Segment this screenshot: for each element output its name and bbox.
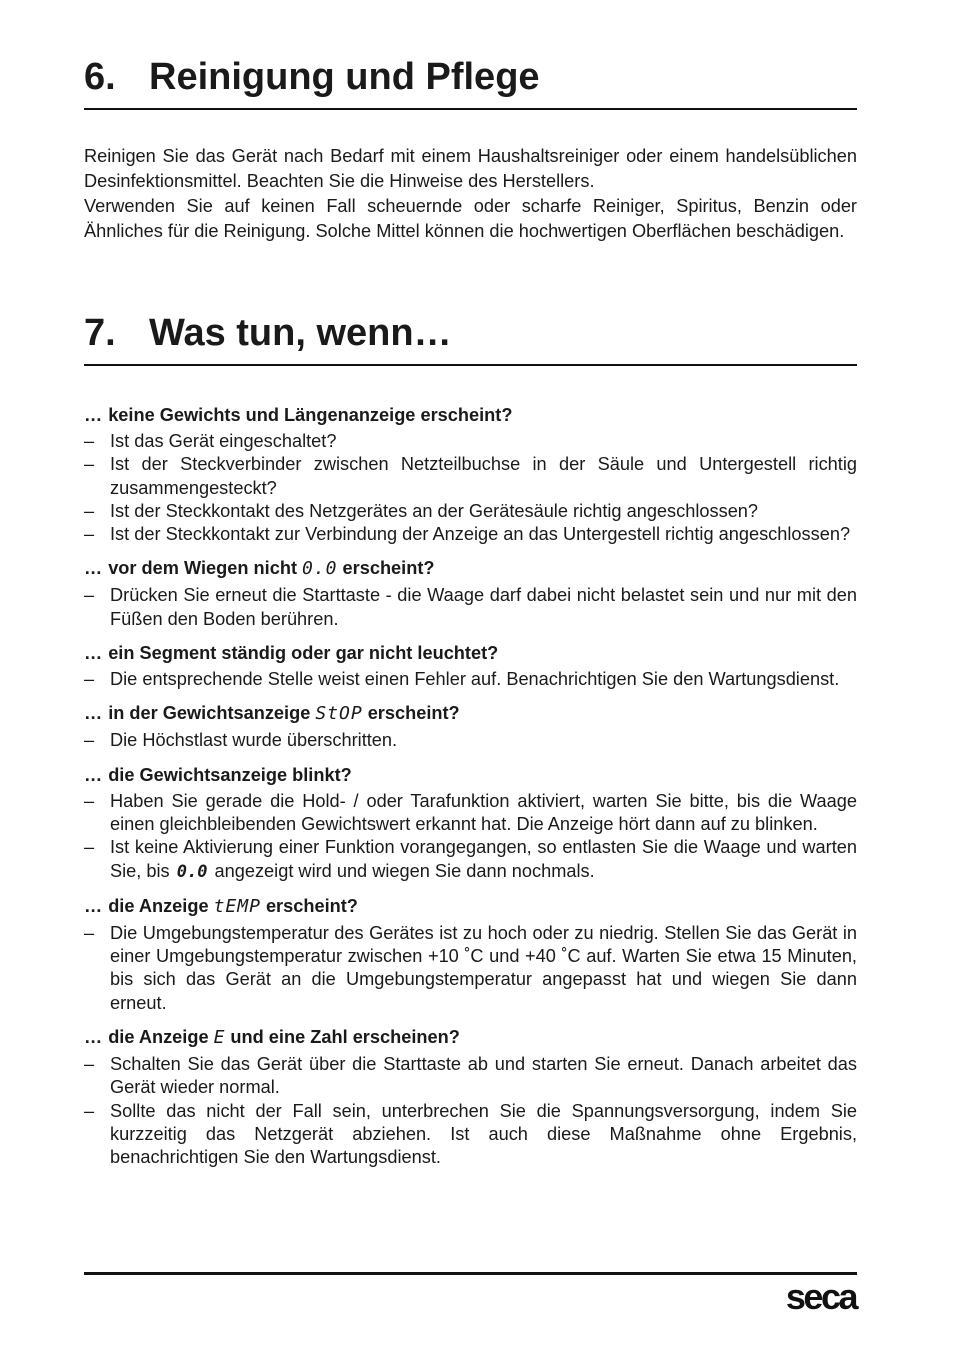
- answer-text: Die Höchstlast wurde überschritten.: [110, 730, 398, 751]
- section-7-heading: [84, 314, 857, 366]
- question-ellipsis: …: [84, 703, 103, 724]
- answer-item: [84, 584, 857, 631]
- section-6-heading: [84, 58, 857, 110]
- answer-item: [84, 453, 857, 500]
- dash-bullet: –: [84, 730, 95, 751]
- dash-bullet: –: [84, 837, 95, 858]
- answer-list: [84, 1053, 857, 1169]
- answer-item: [84, 922, 857, 1015]
- question-text: die Anzeige: [108, 1027, 209, 1048]
- answer-text-end: angezeigt wird und wiegen Sie dann nochmals.: [214, 860, 595, 881]
- answer-item: [84, 836, 857, 884]
- answer-item: [84, 668, 857, 691]
- answer-text: Ist der Steckkontakt zur Verbindung der Anzeige an das Untergestell richtig angeschlossen?: [110, 524, 851, 545]
- dash-bullet: –: [84, 585, 95, 606]
- section-7-number: 7.: [84, 312, 116, 354]
- answer-text: Drücken Sie erneut die Starttaste - die Waage darf dabei nicht belastet sein und nur mit den Füßen den Boden berühren.: [110, 585, 857, 629]
- question-text: die Gewichtsanzeige blinkt?: [108, 764, 352, 785]
- display-code: tEMP: [213, 895, 261, 917]
- question-ellipsis: …: [84, 764, 103, 785]
- section-7-title: Was tun, wenn…: [149, 312, 452, 354]
- dash-bullet: –: [84, 500, 95, 521]
- faq-question: [84, 556, 857, 581]
- question-text: ein Segment ständig oder gar nicht leuchtet?: [108, 643, 499, 664]
- question-text-end: erscheint?: [367, 703, 460, 724]
- answer-list: [84, 922, 857, 1015]
- question-ellipsis: …: [84, 643, 103, 664]
- answer-text: Die entsprechende Stelle weist einen Fehler auf. Benachrichtigen Sie den Wartungsdienst.: [110, 669, 840, 690]
- display-code: 0.0: [302, 558, 338, 580]
- answer-item: [84, 430, 857, 453]
- dash-bullet: –: [84, 431, 95, 451]
- faq-question: [84, 701, 857, 726]
- question-text: die Anzeige: [108, 895, 209, 916]
- answer-text: Schalten Sie das Gerät über die Starttaste ab und starten Sie erneut. Danach arbeitet das Gerät wieder normal.: [110, 1054, 857, 1098]
- answer-item: [84, 523, 857, 546]
- answer-text: Haben Sie gerade die Hold- / oder Tarafunktion aktiviert, warten Sie bitte, bis die Waage einen gleichbleibenden Gewichtswert erkannt hat. Die Anzeige hört dann auf zu blinken.: [110, 790, 857, 834]
- faq-question: [84, 763, 857, 787]
- question-ellipsis: …: [84, 895, 103, 916]
- display-code: 0.0: [176, 861, 208, 882]
- question-ellipsis: …: [84, 1027, 103, 1048]
- footer-divider: [84, 1272, 857, 1275]
- question-text: vor dem Wiegen nicht: [108, 558, 297, 579]
- answer-text: Ist keine Aktivierung einer Funktion vorangegangen, so entlasten Sie die Waage und warten Sie, bis: [110, 837, 857, 881]
- dash-bullet: –: [84, 524, 95, 545]
- display-code: StOP: [315, 703, 363, 725]
- dash-bullet: –: [84, 1054, 95, 1075]
- answer-list: [84, 790, 857, 884]
- question-text: keine Gewichts und Längenanzeige erscheint?: [108, 405, 513, 425]
- answer-list: [84, 430, 857, 546]
- answer-item: [84, 500, 857, 523]
- question-text-end: erscheint?: [342, 558, 435, 579]
- answer-list: [84, 729, 857, 752]
- section-6-paragraph: Verwenden Sie auf keinen Fall scheuernde oder scharfe Reiniger, Spiritus, Benzin oder Ähnliches für die Reinigung. Solche Mittel können die hochwertigen Oberflächen beschädigen.: [84, 196, 857, 241]
- answer-text: Ist der Steckkontakt des Netzgerätes an der Gerätesäule richtig angeschlossen?: [110, 500, 759, 521]
- answer-text: Die Umgebungstemperatur des Gerätes ist zu hoch oder zu niedrig. Stellen Sie das Gerät in einer Umgebungstemperatur zwischen +10 ˚C und +40 ˚C auf. Warten Sie etwa 15 Minuten, bis sich das Gerät an die Umgebungstemperatur angepasst hat und wiegen Sie dann erneut.: [110, 922, 857, 1013]
- seca-logo: seca: [785, 1276, 856, 1317]
- dash-bullet: –: [84, 790, 95, 811]
- answer-item: [84, 790, 857, 837]
- faq-question: [84, 641, 857, 665]
- answer-item: [84, 729, 857, 752]
- faq-question: [84, 403, 857, 427]
- answer-text: Sollte das nicht der Fall sein, unterbrechen Sie die Spannungsversorgung, indem Sie kurzzeitig das Netzgerät abziehen. Ist auch diese Maßnahme ohne Ergebnis, benachrichtigen Sie den Wartungsdienst.: [110, 1100, 857, 1168]
- question-text-end: und eine Zahl erscheinen?: [230, 1027, 460, 1048]
- dash-bullet: –: [84, 922, 95, 943]
- answer-item: [84, 1100, 857, 1170]
- question-text: in der Gewichtsanzeige: [108, 703, 311, 724]
- question-ellipsis: …: [84, 558, 103, 579]
- section-6-title: Reinigung und Pflege: [149, 56, 540, 98]
- answer-list: [84, 584, 857, 631]
- question-ellipsis: …: [84, 405, 103, 425]
- question-text-end: erscheint?: [265, 895, 358, 916]
- answer-list: [84, 668, 857, 691]
- section-6-number: 6.: [84, 56, 116, 98]
- dash-bullet: –: [84, 669, 95, 690]
- answer-text: Ist das Gerät eingeschaltet?: [110, 431, 337, 451]
- faq-question: [84, 1025, 857, 1050]
- troubleshooting-list: [84, 403, 857, 1180]
- answer-item: [84, 1053, 857, 1100]
- answer-text: Ist der Steckverbinder zwischen Netzteilbuchse in der Säule und Untergestell richtig zusammengesteckt?: [110, 454, 857, 498]
- dash-bullet: –: [84, 1100, 95, 1121]
- section-6-paragraph: Reinigen Sie das Gerät nach Bedarf mit einem Haushaltsreiniger oder einem handelsüblichen Desinfektionsmittel. Beachten Sie die Hinweise des Herstellers.: [84, 146, 857, 191]
- dash-bullet: –: [84, 454, 95, 475]
- faq-question: [84, 894, 857, 919]
- display-code: E: [213, 1027, 226, 1049]
